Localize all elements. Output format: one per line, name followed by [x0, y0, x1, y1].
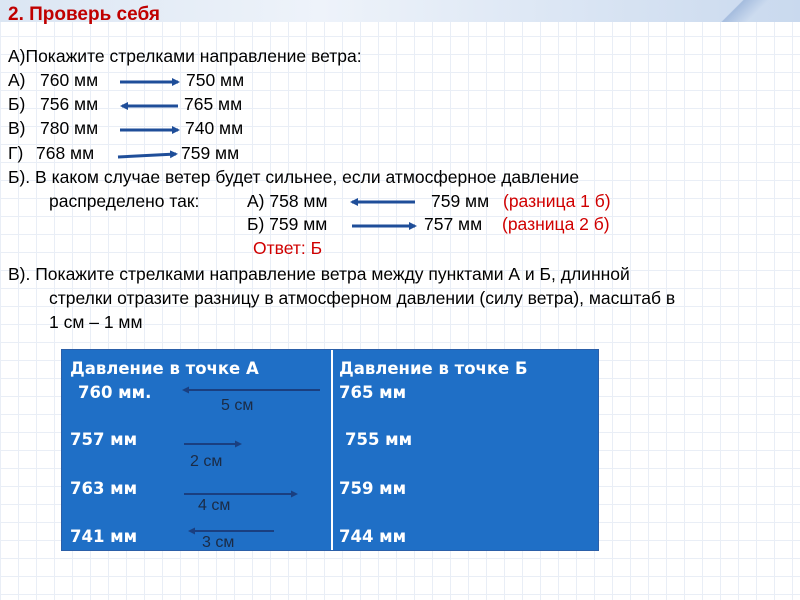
- part-b-answer: Ответ: Б: [253, 238, 323, 258]
- part-a-row-4-left: 768 мм: [36, 143, 95, 163]
- table-row-4-b: 744 мм: [339, 527, 407, 546]
- part-b-option-a-right: 759 мм: [431, 191, 490, 211]
- part-b-option-b-diff: (разница 2 б): [502, 214, 610, 234]
- part-c-line2: стрелки отразите разницу в атмосферном давлении (силу ветра), масштаб в: [49, 288, 676, 308]
- table-row-3-b: 759 мм: [339, 479, 407, 498]
- part-a-row-2-label: Б): [8, 94, 26, 114]
- part-a-question: А)Покажите стрелками направление ветра:: [8, 46, 362, 66]
- part-a-row-3-left: 780 мм: [40, 118, 99, 138]
- part-c-line1: В). Покажите стрелками направление ветра между пунктами А и Б, длинной: [8, 264, 630, 284]
- part-a-row-4-right: 759 мм: [181, 143, 240, 163]
- part-a-row-2-left: 756 мм: [40, 94, 99, 114]
- part-b-question-line1: Б). В каком случае ветер будет сильнее, если атмосферное давление: [8, 167, 580, 187]
- table-row-2-a: 757 мм: [70, 430, 138, 449]
- part-c-line3: 1 см – 1 мм: [49, 312, 143, 332]
- table-row-3-scale: 4 см: [198, 497, 231, 514]
- part-b-option-b-label: Б) 759 мм: [247, 214, 328, 234]
- table-row-1-scale: 5 см: [221, 397, 254, 414]
- table-row-2-scale: 2 см: [190, 453, 223, 470]
- part-a-row-4-label: Г): [8, 143, 24, 163]
- table-row-3-a: 763 мм: [70, 479, 138, 498]
- table-header-a: Давление в точке А: [70, 359, 259, 378]
- part-b-option-a-label: А) 758 мм: [247, 191, 328, 211]
- part-a-row-2-right: 765 мм: [184, 94, 243, 114]
- table-row-4-scale: 3 см: [202, 534, 235, 551]
- part-b-question-line2: распределено так:: [49, 191, 200, 211]
- part-a-row-3-label: В): [8, 118, 26, 138]
- table-row-1-b: 765 мм: [339, 383, 407, 402]
- table-row-2-b: 755 мм: [345, 430, 413, 449]
- table-header-b: Давление в точке Б: [339, 359, 528, 378]
- table-row-4-a: 741 мм: [70, 527, 138, 546]
- part-a-row-1-label: А): [8, 70, 26, 90]
- table-row-1-a: 760 мм.: [78, 383, 152, 402]
- page-title: 2. Проверь себя: [8, 4, 161, 25]
- part-b-option-a-diff: (разница 1 б): [503, 191, 611, 211]
- part-a-row-1-left: 760 мм: [40, 70, 99, 90]
- part-a-row-1-right: 750 мм: [186, 70, 245, 90]
- part-a-row-3-right: 740 мм: [185, 118, 244, 138]
- part-b-option-b-right: 757 мм: [424, 214, 483, 234]
